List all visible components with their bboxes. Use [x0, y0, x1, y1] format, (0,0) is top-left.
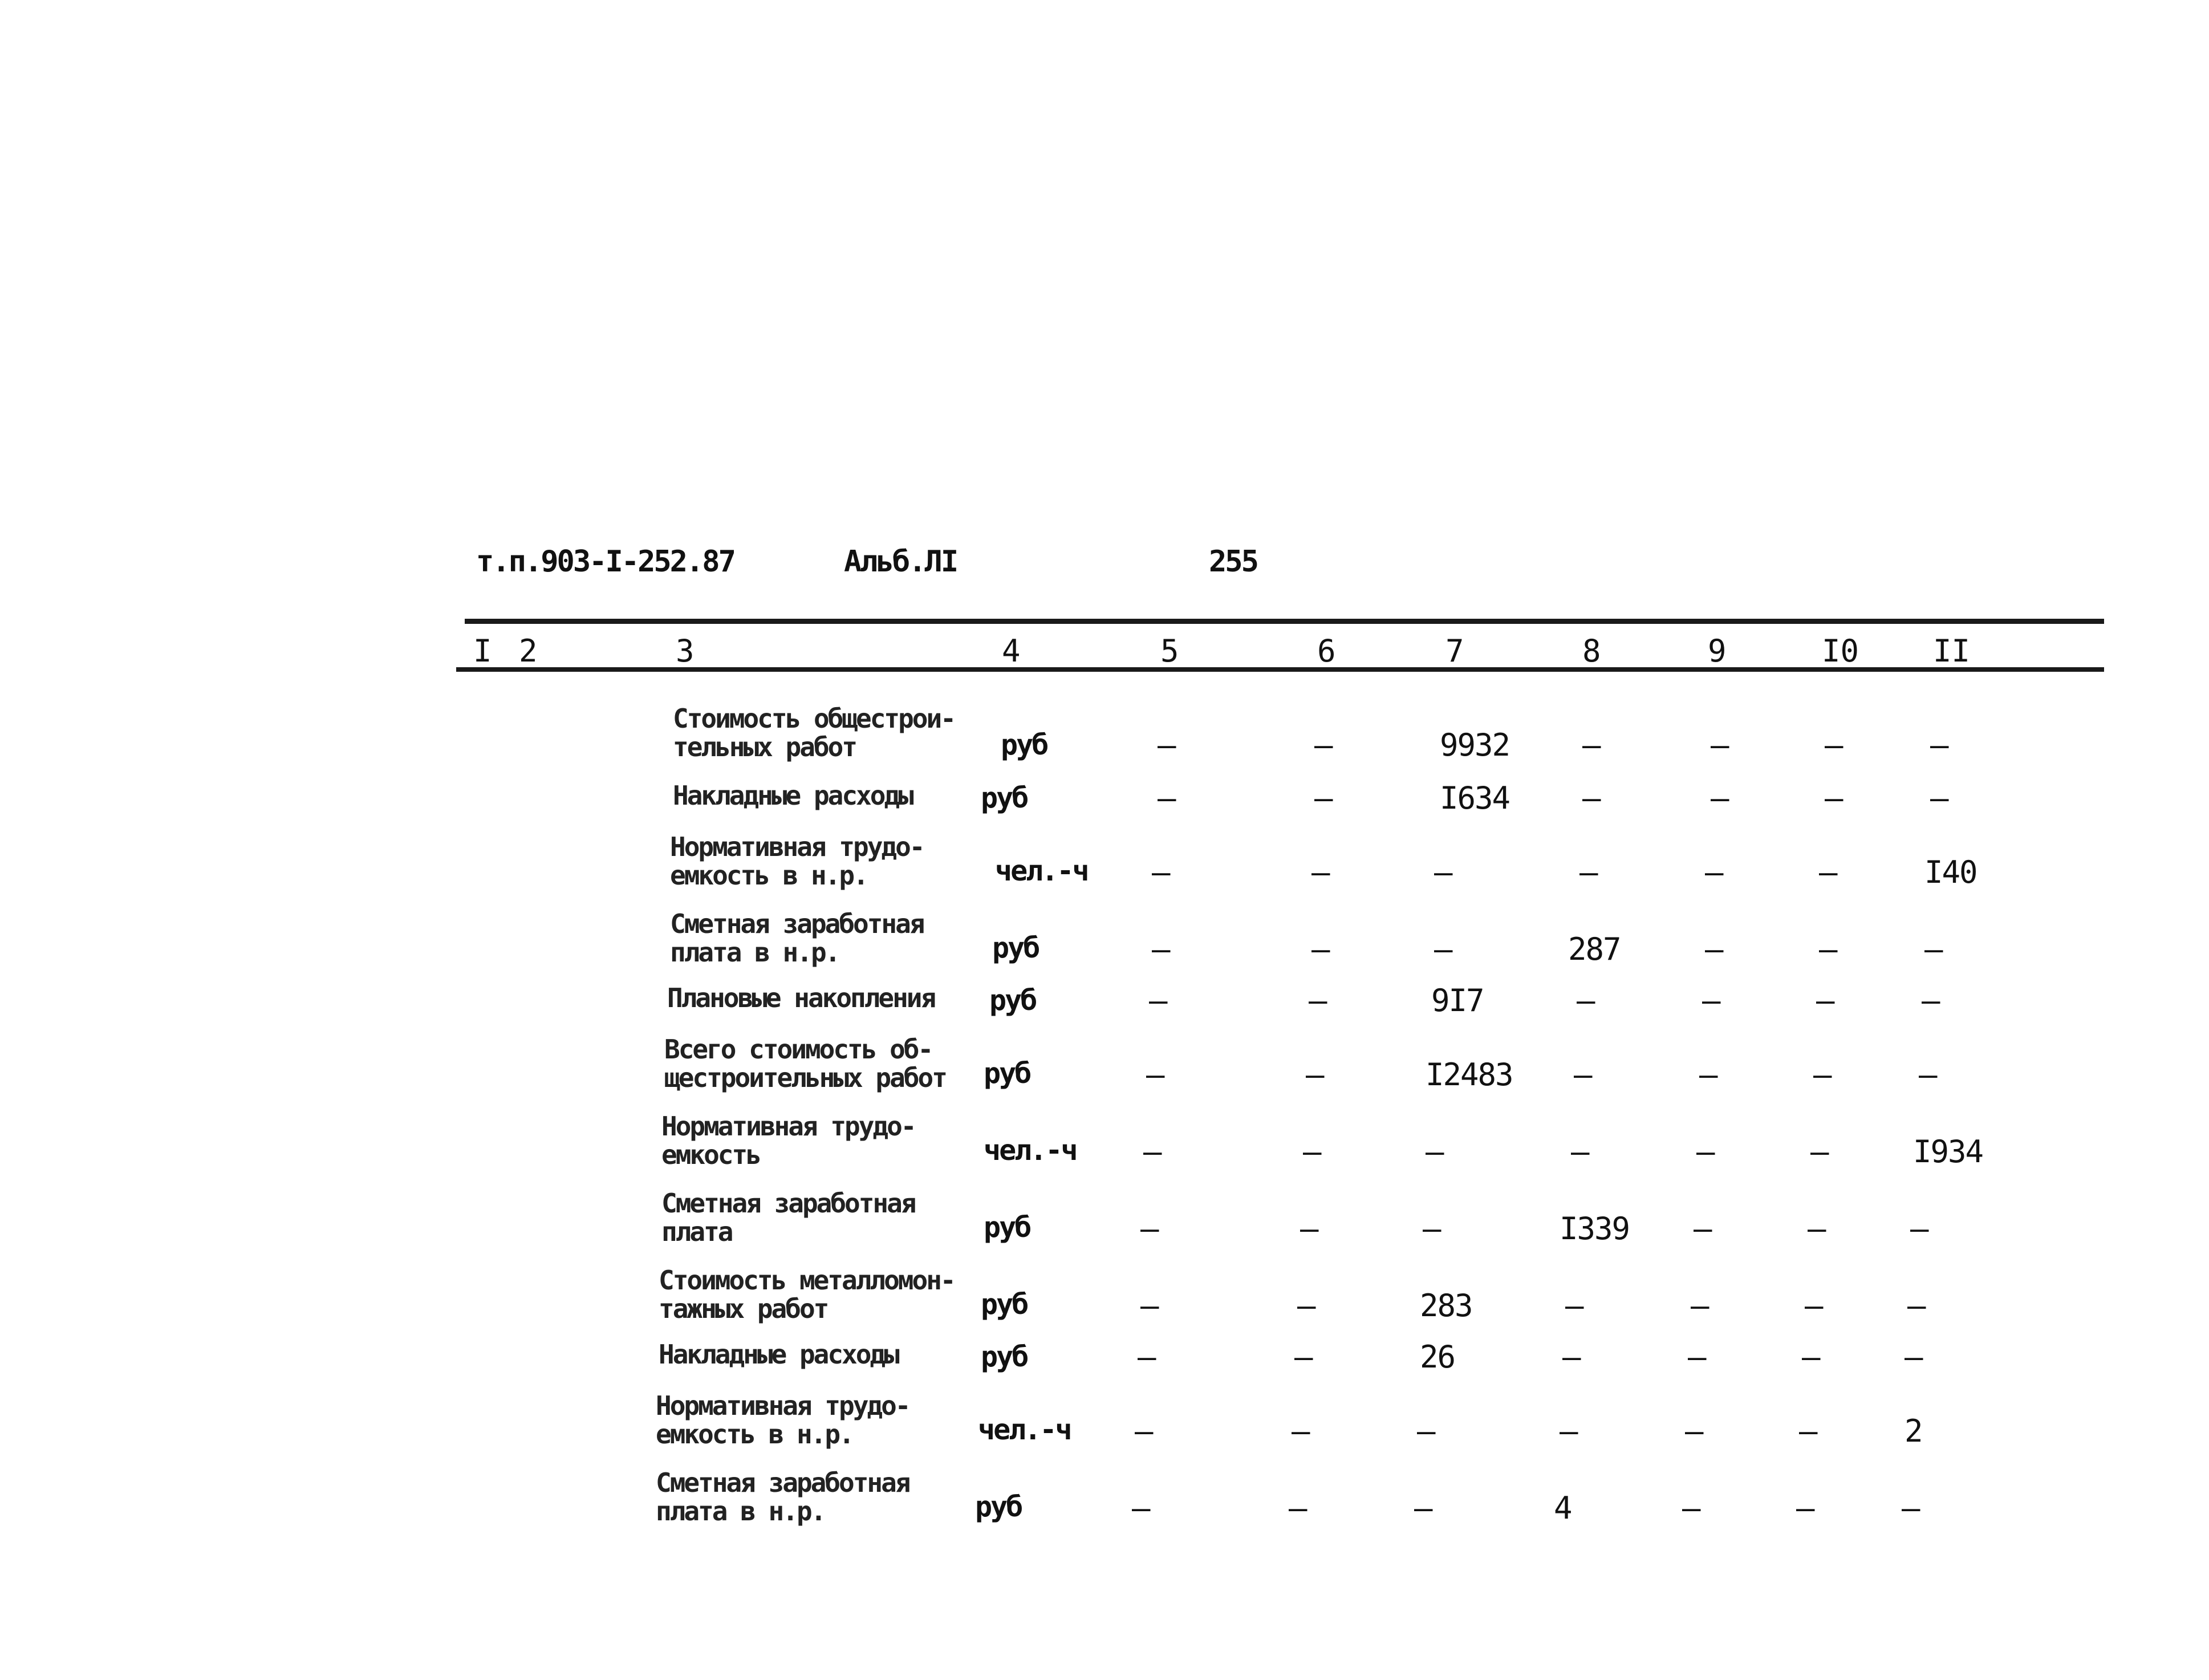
cell-col7: 9I7	[1431, 983, 1484, 1018]
cell-col9: –	[1696, 1134, 1714, 1170]
table-row	[0, 833, 2209, 901]
cell-col8: –	[1582, 727, 1600, 763]
cell-col5: –	[1152, 931, 1170, 967]
row-unit: руб	[989, 984, 1036, 1017]
cell-col5: –	[1140, 1211, 1158, 1247]
cell-col11: I934	[1913, 1134, 1983, 1170]
cell-col7: –	[1434, 931, 1452, 967]
row-unit: руб	[984, 1211, 1030, 1244]
column-number: 9	[1708, 633, 1727, 669]
column-number: 6	[1317, 633, 1336, 669]
cell-col11: –	[1907, 1288, 1925, 1324]
cell-col7: I2483	[1426, 1057, 1513, 1093]
cell-col9: –	[1711, 780, 1728, 816]
column-number: 5	[1160, 633, 1179, 669]
row-name: Стоимость металломон- тажных работ	[659, 1265, 955, 1324]
cell-col6: –	[1311, 854, 1329, 890]
cell-col11: –	[1905, 1339, 1922, 1375]
cell-col11: 2	[1905, 1413, 1922, 1449]
cell-col6: –	[1309, 983, 1326, 1018]
cell-col10: –	[1799, 1413, 1817, 1449]
table-row	[0, 1035, 2209, 1103]
cell-col9: –	[1694, 1211, 1711, 1247]
cell-col10: –	[1805, 1288, 1822, 1324]
cell-col11: –	[1930, 727, 1948, 763]
row-unit: руб	[984, 1057, 1030, 1090]
doc-code: т.п.903-I-252.87	[476, 545, 734, 579]
cell-col9: –	[1699, 1057, 1717, 1093]
cell-col7: –	[1417, 1413, 1435, 1449]
cell-col11: –	[1930, 780, 1948, 816]
cell-col5: –	[1135, 1413, 1152, 1449]
row-unit: руб	[981, 1288, 1028, 1321]
cell-col10: –	[1816, 983, 1834, 1018]
cell-col5: –	[1132, 1490, 1150, 1526]
cell-col5: –	[1140, 1288, 1158, 1324]
cell-col11: I40	[1924, 854, 1977, 890]
cell-col5: –	[1158, 727, 1175, 763]
cell-col9: –	[1705, 854, 1723, 890]
row-unit: чел.-ч	[995, 854, 1088, 887]
cell-col11: –	[1902, 1490, 1919, 1526]
cell-col11: –	[1910, 1211, 1928, 1247]
cell-col7: 26	[1420, 1339, 1455, 1375]
row-name: Накладные расходы	[659, 1339, 898, 1370]
album-label: Альб.ЛI	[844, 545, 957, 579]
row-unit: чел.-ч	[978, 1413, 1071, 1446]
cell-col7: –	[1426, 1134, 1443, 1170]
row-unit: руб	[1001, 728, 1047, 761]
row-name: Сметная заработная плата	[661, 1188, 915, 1247]
cell-col5: –	[1138, 1339, 1155, 1375]
cell-col7: –	[1423, 1211, 1440, 1247]
row-name: Стоимость общестрои- тельных работ	[673, 703, 955, 762]
cell-col8: –	[1571, 1134, 1589, 1170]
table-top-rule	[465, 619, 2104, 624]
cell-col10: –	[1819, 854, 1837, 890]
column-number: 4	[1002, 633, 1021, 669]
cell-col8: –	[1562, 1339, 1580, 1375]
cell-col9: –	[1688, 1339, 1706, 1375]
table-row	[0, 1391, 2209, 1460]
column-number: 7	[1445, 633, 1464, 669]
cell-col8: –	[1565, 1288, 1583, 1324]
cell-col5: –	[1152, 854, 1170, 890]
cell-col6: –	[1306, 1057, 1323, 1093]
cell-col9: –	[1685, 1413, 1703, 1449]
cell-col5: –	[1149, 983, 1167, 1018]
row-unit: руб	[975, 1490, 1022, 1523]
cell-col5: –	[1143, 1134, 1161, 1170]
column-number: I0	[1822, 633, 1859, 669]
cell-col8: –	[1579, 854, 1597, 890]
table-row	[0, 704, 2209, 773]
cell-col8: –	[1574, 1057, 1591, 1093]
row-name: Сметная заработная плата в н.р.	[670, 908, 924, 968]
row-name: Сметная заработная плата в н.р.	[656, 1467, 909, 1527]
cell-col10: –	[1810, 1134, 1828, 1170]
cell-col8: –	[1577, 983, 1594, 1018]
table-row	[0, 1189, 2209, 1257]
cell-col9: –	[1711, 727, 1728, 763]
column-number: II	[1933, 633, 1971, 669]
cell-col10: –	[1796, 1490, 1814, 1526]
cell-col6: –	[1292, 1413, 1309, 1449]
cell-col10: –	[1825, 727, 1842, 763]
cell-col8: 287	[1568, 931, 1621, 967]
row-unit: руб	[981, 1340, 1028, 1373]
cell-col6: –	[1300, 1211, 1318, 1247]
cell-col6: –	[1303, 1134, 1321, 1170]
table-row	[0, 1266, 2209, 1334]
cell-col8: 4	[1554, 1490, 1572, 1526]
cell-col10: –	[1813, 1057, 1831, 1093]
cell-col7: –	[1414, 1490, 1432, 1526]
cell-col7: –	[1434, 854, 1452, 890]
cell-col7: I634	[1440, 780, 1510, 816]
table-row	[0, 1112, 2209, 1180]
cell-col7: 9932	[1440, 727, 1510, 763]
row-name: Нормативная трудо- емкость в н.р.	[656, 1390, 909, 1450]
cell-col11: –	[1922, 983, 1939, 1018]
cell-col10: –	[1802, 1339, 1820, 1375]
row-unit: руб	[981, 781, 1028, 814]
row-name: Накладные расходы	[673, 780, 912, 811]
cell-col11: –	[1919, 1057, 1936, 1093]
table-row	[0, 910, 2209, 978]
cell-col6: –	[1297, 1288, 1315, 1324]
row-name: Нормативная трудо- емкость	[661, 1111, 915, 1170]
cell-col6: –	[1314, 727, 1332, 763]
cell-col11: –	[1924, 931, 1942, 967]
cell-col9: –	[1691, 1288, 1708, 1324]
cell-col10: –	[1819, 931, 1837, 967]
column-number: 8	[1582, 633, 1601, 669]
column-number: 3	[676, 633, 695, 669]
page-number: 255	[1209, 545, 1257, 579]
row-name: Всего стоимость об- щестроительных работ	[664, 1034, 946, 1093]
column-number: 2	[519, 633, 538, 669]
cell-col10: –	[1808, 1211, 1825, 1247]
cell-col8: –	[1582, 780, 1600, 816]
cell-col8: –	[1560, 1413, 1577, 1449]
cell-col6: –	[1289, 1490, 1306, 1526]
row-name: Нормативная трудо- емкость в н.р.	[670, 831, 924, 891]
cell-col10: –	[1825, 780, 1842, 816]
column-number: I	[473, 633, 492, 669]
cell-col9: –	[1682, 1490, 1700, 1526]
row-name: Плановые накопления	[667, 983, 935, 1013]
table-row	[0, 1468, 2209, 1537]
cell-col8: I339	[1560, 1211, 1630, 1247]
cell-col5: –	[1146, 1057, 1164, 1093]
row-unit: чел.-ч	[984, 1134, 1077, 1167]
cell-col9: –	[1702, 983, 1720, 1018]
cell-col5: –	[1158, 780, 1175, 816]
cell-col6: –	[1314, 780, 1332, 816]
cell-col6: –	[1294, 1339, 1312, 1375]
cell-col7: 283	[1420, 1288, 1472, 1324]
cell-col6: –	[1311, 931, 1329, 967]
cell-col9: –	[1705, 931, 1723, 967]
row-unit: руб	[992, 931, 1039, 964]
